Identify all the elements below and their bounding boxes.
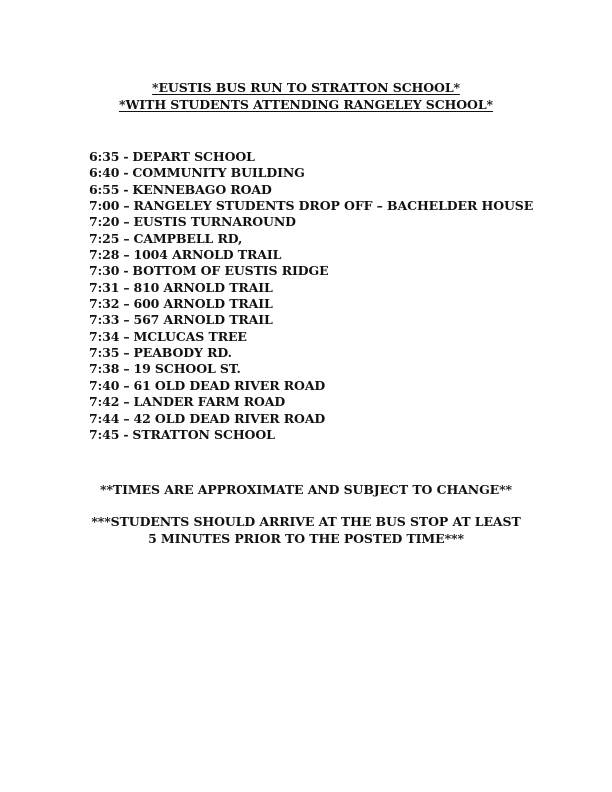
stop-location: RANGELEY STUDENTS DROP OFF – BACHELDER HOUSE <box>133 198 534 214</box>
schedule-row <box>89 182 533 198</box>
schedule-row <box>89 427 533 443</box>
bus-stop-schedule <box>89 149 533 443</box>
schedule-row <box>89 280 533 296</box>
stop-separator: – <box>123 198 130 214</box>
stop-location: EUSTIS TURNAROUND <box>133 214 296 230</box>
stop-location: 61 OLD DEAD RIVER ROAD <box>133 377 326 393</box>
schedule-row <box>89 312 533 328</box>
stop-time: 7:35 <box>89 345 120 361</box>
schedule-row <box>89 345 533 361</box>
stop-separator: – <box>123 296 130 312</box>
stop-location: 19 SCHOOL ST. <box>133 361 241 377</box>
schedule-row <box>89 214 533 230</box>
stop-location: 567 ARNOLD TRAIL <box>133 312 273 328</box>
stop-location: PEABODY RD. <box>133 345 232 361</box>
stop-location: 42 OLD DEAD RIVER ROAD <box>133 410 326 426</box>
stop-separator: - <box>123 149 129 164</box>
stop-time: 7:28 <box>89 247 120 263</box>
stop-time: 6:35 <box>89 149 120 164</box>
stop-separator: – <box>123 312 130 328</box>
stop-location: STRATTON SCHOOL <box>132 426 275 442</box>
stop-separator: - <box>123 165 129 181</box>
stop-time: 7:45 <box>89 426 120 442</box>
stop-time: 7:44 <box>89 410 120 426</box>
arrival-notice-line1: ***STUDENTS SHOULD ARRIVE AT THE BUS STOP AT LEAST <box>91 514 521 529</box>
stop-location: CAMPBELL RD, <box>133 230 243 246</box>
stop-separator: – <box>123 345 130 361</box>
schedule-row <box>89 263 533 279</box>
times-disclaimer: **TIMES ARE APPROXIMATE AND SUBJECT TO CHANGE** <box>100 482 512 497</box>
stop-location: KENNEBAGO ROAD <box>132 181 272 197</box>
document-title: *EUSTIS BUS RUN TO STRATTON SCHOOL* <box>152 80 460 95</box>
stop-time: 7:00 <box>89 198 120 214</box>
schedule-row <box>89 247 533 263</box>
stop-location: MCLUCAS TREE <box>133 328 247 344</box>
stop-time: 7:32 <box>89 296 120 312</box>
stop-separator: – <box>123 230 130 246</box>
stop-location: LANDER FARM ROAD <box>133 394 286 410</box>
stop-time: 7:40 <box>89 377 120 393</box>
stop-separator: - <box>123 426 129 442</box>
stop-time: 6:55 <box>89 181 120 197</box>
stop-separator: – <box>123 410 130 426</box>
stop-location: 810 ARNOLD TRAIL <box>133 279 273 295</box>
stop-time: 7:25 <box>89 230 120 246</box>
stop-time: 7:42 <box>89 394 120 410</box>
stop-time: 7:30 <box>89 263 120 279</box>
schedule-row <box>89 329 533 345</box>
stop-location: COMMUNITY BUILDING <box>132 165 305 181</box>
stop-separator: - <box>123 181 129 197</box>
schedule-row <box>89 361 533 377</box>
schedule-row <box>89 231 533 247</box>
stop-location: 1004 ARNOLD TRAIL <box>133 247 282 263</box>
schedule-row <box>89 394 533 410</box>
stop-separator: – <box>123 328 130 344</box>
schedule-row <box>89 296 533 312</box>
schedule-row <box>89 149 533 165</box>
stop-location: BOTTOM OF EUSTIS RIDGE <box>132 263 329 279</box>
document-subtitle: *WITH STUDENTS ATTENDING RANGELEY SCHOOL* <box>119 97 493 112</box>
stop-separator: – <box>123 394 130 410</box>
stop-time: 7:34 <box>89 328 120 344</box>
stop-time: 7:38 <box>89 361 120 377</box>
stop-time: 7:33 <box>89 312 120 328</box>
schedule-row <box>89 378 533 394</box>
stop-time: 7:20 <box>89 214 120 230</box>
stop-separator: – <box>123 247 130 263</box>
arrival-notice-line2: 5 MINUTES PRIOR TO THE POSTED TIME*** <box>148 531 464 546</box>
stop-location: 600 ARNOLD TRAIL <box>133 296 273 312</box>
stop-time: 7:31 <box>89 279 120 295</box>
schedule-row <box>89 165 533 181</box>
stop-separator: – <box>123 279 130 295</box>
stop-separator: – <box>123 361 130 377</box>
stop-separator: – <box>123 214 130 230</box>
schedule-row <box>89 198 533 214</box>
schedule-row <box>89 411 533 427</box>
stop-location: DEPART SCHOOL <box>132 149 255 164</box>
stop-separator: – <box>123 377 130 393</box>
stop-separator: - <box>123 263 129 279</box>
stop-time: 6:40 <box>89 165 120 181</box>
